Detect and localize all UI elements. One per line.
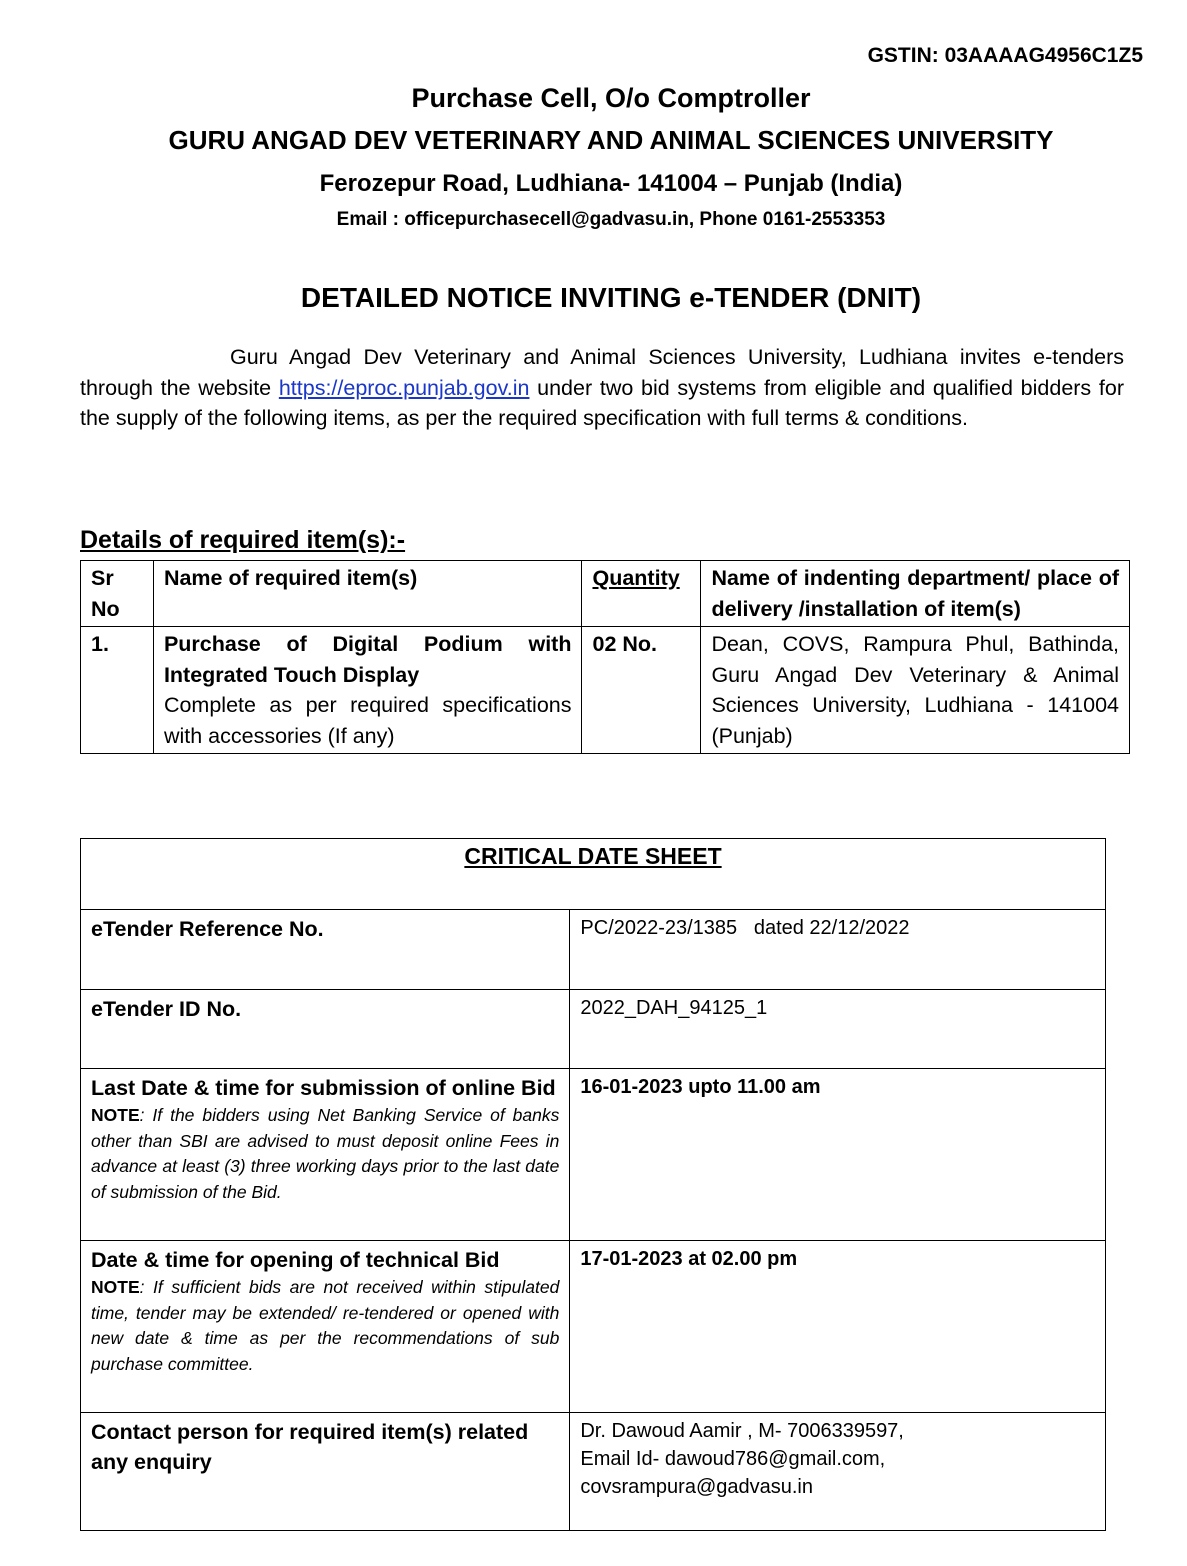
- cds-value: 17-01-2023 at 02.00 pm: [570, 1241, 1106, 1413]
- header-item-name: Name of required item(s): [153, 561, 582, 627]
- cds-label: Date & time for opening of technical Bid NOTE: If sufficient bids are not received within stipulated time, tender may be extended/ re-tendered or opened with new date & time as per the recommendations of sub purchase committee.: [81, 1241, 570, 1413]
- items-table: [80, 560, 1130, 754]
- eproc-link[interactable]: https://eproc.punjab.gov.in: [278, 375, 530, 400]
- header-department: Name of indenting department/ place of delivery /installation of item(s): [701, 561, 1130, 627]
- contact-line-1: Dr. Dawoud Aamir , M- 7006339597,: [580, 1420, 904, 1442]
- letterhead: [0, 80, 1187, 236]
- table-row: [81, 990, 1106, 1069]
- university-name: GURU ANGAD DEV VETERINARY AND ANIMAL SCIENCES UNIVERSITY: [168, 125, 1054, 155]
- cds-title-row: [81, 839, 1106, 910]
- document-title: DETAILED NOTICE INVITING e-TENDER (DNIT): [300, 282, 922, 313]
- gstin-number: GSTIN: 03AAAAG4956C1Z5: [867, 44, 1143, 67]
- contact-line-3: covsrampura@gadvasu.in: [580, 1476, 813, 1498]
- contact-line: Email : officepurchasecell@gadvasu.in, Phone 0161-2553353: [336, 209, 886, 230]
- table-row: [81, 910, 1106, 990]
- office-name: Purchase Cell, O/o Comptroller: [411, 83, 811, 113]
- cds-value: PC/2022-23/1385 dated 22/12/2022: [570, 910, 1106, 990]
- intro-text-before: Guru Angad Dev Veterinary and Animal Sciences University, Ludhiana invites e-tenders through the website: [80, 345, 1124, 400]
- cds-note: NOTE: If sufficient bids are not received within stipulated time, tender may be extended/ re-tendered or opened with new date & time as per the recommendations of sub purchase committee.: [91, 1277, 560, 1374]
- row-item-name: [153, 627, 582, 754]
- contact-line-2: Email Id- dawoud786@gmail.com,: [580, 1448, 886, 1470]
- table-row: [81, 1241, 1106, 1413]
- table-row: [81, 1069, 1106, 1241]
- cds-value: 16-01-2023 upto 11.00 am: [570, 1069, 1106, 1241]
- cds-value: 2022_DAH_94125_1: [570, 990, 1106, 1069]
- intro-text-after: under two bid systems from eligible and qualified bidders for the supply of the following items, as per the required specification with full terms & conditions.: [80, 375, 1124, 430]
- header-quantity: Quantity: [582, 561, 701, 627]
- item-name-detail: Complete as per required specifications with accessories (If any): [163, 693, 572, 748]
- cds-label: eTender ID No.: [81, 990, 570, 1069]
- item-name-bold: Purchase of Digital Podium with Integrated Touch Display: [163, 632, 572, 687]
- row-department: Dean, COVS, Rampura Phul, Bathinda, Guru Angad Dev Veterinary & Animal Sciences University, Ludhiana - 141004 (Punjab): [701, 627, 1130, 754]
- critical-date-sheet: [80, 838, 1106, 1531]
- cds-label: eTender Reference No.: [81, 910, 570, 990]
- header-sr-no: Sr No: [81, 561, 154, 627]
- cds-label: Last Date & time for submission of online Bid NOTE: If the bidders using Net Banking Service of banks other than SBI are advised to must deposit online Fees in advance at least (3) three working days prior to the last date of submission of the Bid.: [81, 1069, 570, 1241]
- table-header-row: [81, 561, 1130, 627]
- university-address: Ferozepur Road, Ludhiana- 141004 – Punjab (India): [319, 170, 903, 197]
- cds-label: Contact person for required item(s) related any enquiry: [81, 1413, 570, 1531]
- row-sr-no: 1.: [81, 627, 154, 754]
- table-row: [81, 627, 1130, 754]
- cds-title: CRITICAL DATE SHEET: [81, 839, 1106, 910]
- row-quantity: 02 No.: [582, 627, 701, 754]
- intro-paragraph: [80, 342, 1124, 434]
- cds-value: [570, 1413, 1106, 1531]
- details-heading: Details of required item(s):-: [80, 526, 406, 554]
- cds-note: NOTE: If the bidders using Net Banking Service of banks other than SBI are advised to must deposit online Fees in advance at least (3) three working days prior to the last date of submission of the Bid.: [91, 1105, 560, 1202]
- table-row: [81, 1413, 1106, 1531]
